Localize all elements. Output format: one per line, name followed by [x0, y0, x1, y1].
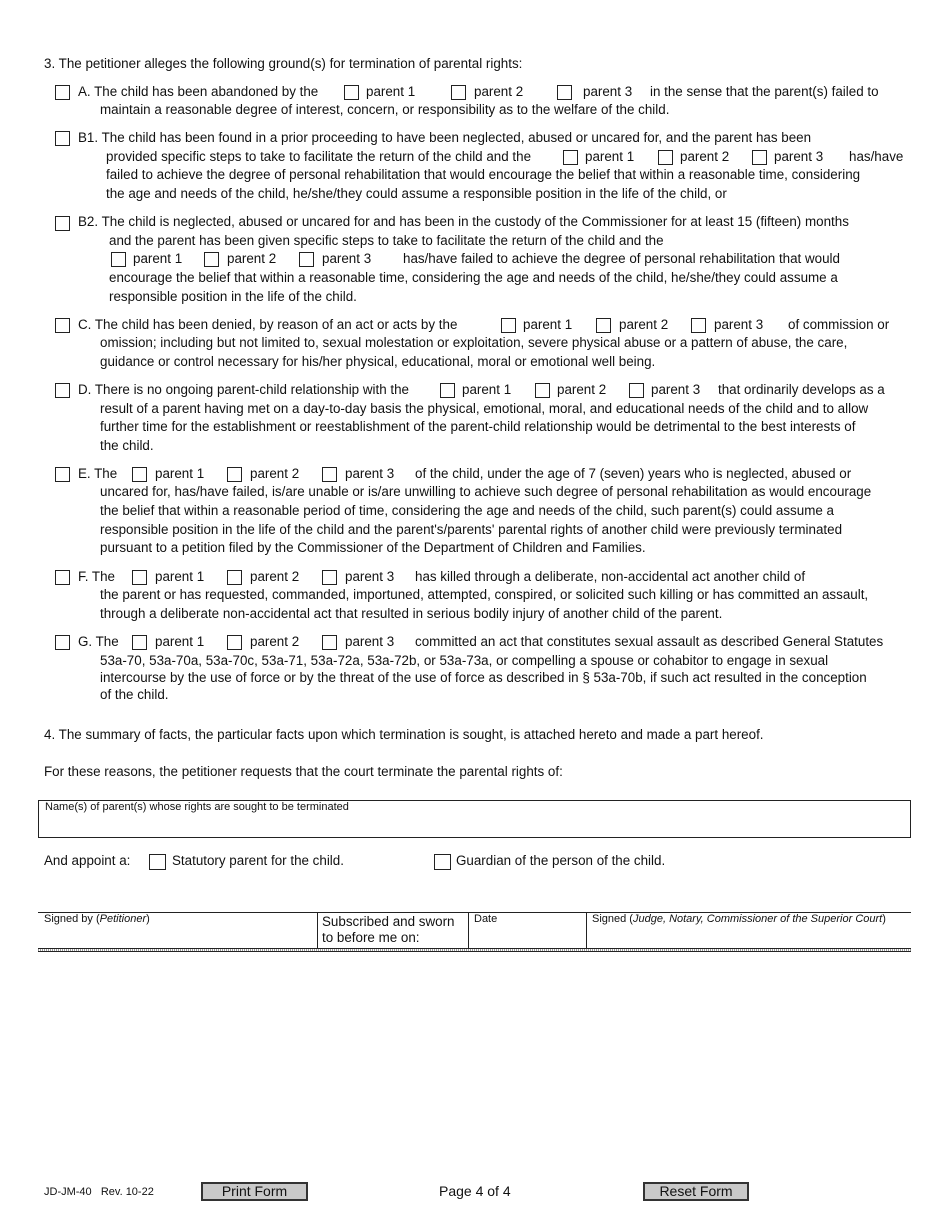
petitioner-signature-label: Signed by (Petitioner)	[44, 913, 150, 925]
ground-g-parent1-label: parent 1	[155, 634, 205, 649]
reasons-text: For these reasons, the petitioner requests that the court terminate the parental rights of:	[44, 764, 563, 779]
guardian-label: Guardian of the person of the child.	[456, 853, 666, 868]
ground-f-text-l2: the parent or has requested, commanded, importuned, attempted, conspired, or solicited such killing or has committed an assault,	[100, 587, 869, 602]
section-3-heading: 3. The petitioner alleges the following ground(s) for termination of parental rights:	[44, 56, 523, 71]
ground-d-text-cont: that ordinarily develops as a	[718, 382, 885, 397]
ground-g-parent2-label: parent 2	[250, 634, 300, 649]
ground-b1-text-l3: failed to achieve the degree of personal rehabilitation that would encourage the belief that within a reasonable time, considering	[106, 167, 861, 182]
ground-a-parent3-checkbox[interactable]	[557, 85, 572, 100]
ground-d-parent2-label: parent 2	[557, 382, 607, 397]
ground-b1-checkbox[interactable]	[55, 131, 70, 146]
ground-e-parent3-checkbox[interactable]	[322, 467, 337, 482]
ground-b1-text-l2: provided specific steps to take to facilitate the return of the child and the	[106, 149, 532, 164]
ground-d-text-l2: result of a parent having met on a day-to-day basis the physical, emotional, moral, and educational needs of the child and to allow	[100, 401, 869, 416]
ground-g-text: committed an act that constitutes sexual assault as described General Statutes	[415, 634, 884, 649]
ground-b1-parent3-label: parent 3	[774, 149, 824, 164]
ground-b2-text-l5: responsible position in the life of the child.	[109, 289, 357, 304]
judge-signature-field[interactable]	[587, 913, 911, 948]
reset-form-button[interactable]: Reset Form	[643, 1182, 749, 1201]
ground-b2-parent2-label: parent 2	[227, 251, 277, 266]
guardian-checkbox[interactable]	[434, 854, 451, 870]
ground-c-text-cont: of commission or	[788, 317, 890, 332]
ground-d-text: D. There is no ongoing parent-child relationship with the	[78, 382, 409, 397]
ground-f-parent2-label: parent 2	[250, 569, 300, 584]
ground-g-text-l2: 53a-70, 53a-70a, 53a-70c, 53a-71, 53a-72a, 53a-72b, or 53a-73a, or compelling a spouse or cohabitor to engage in sexual	[100, 653, 829, 668]
ground-c-text-l2: omission; including but not limited to, sexual molestation or exploitation, severe physical abuse or a pattern of abuse, the care,	[100, 335, 848, 350]
page-number: Page 4 of 4	[439, 1183, 511, 1199]
ground-f-text-l3: through a deliberate non-accidental act that resulted in serious bodily injury of another child of the parent.	[100, 606, 723, 621]
ground-d-text-l4: the child.	[100, 438, 154, 453]
ground-b2-text-l3: has/have failed to achieve the degree of personal rehabilitation that would	[403, 251, 840, 266]
ground-f-checkbox[interactable]	[55, 570, 70, 585]
ground-a-text: A. The child has been abandoned by the	[78, 84, 319, 99]
ground-b2-parent3-checkbox[interactable]	[299, 252, 314, 267]
ground-b2-text-l2: and the parent has been given specific steps to take to facilitate the return of the child and the	[109, 233, 664, 248]
appoint-label: And appoint a:	[44, 853, 131, 868]
ground-c-parent2-checkbox[interactable]	[596, 318, 611, 333]
ground-b2-parent1-label: parent 1	[133, 251, 183, 266]
ground-b2-checkbox[interactable]	[55, 216, 70, 231]
divider	[317, 912, 318, 948]
ground-g-label: G. The	[78, 634, 119, 649]
ground-g-parent1-checkbox[interactable]	[132, 635, 147, 650]
ground-a-checkbox[interactable]	[55, 85, 70, 100]
ground-c-parent1-label: parent 1	[523, 317, 573, 332]
ground-g-checkbox[interactable]	[55, 635, 70, 650]
ground-e-text-l2: uncared for, has/have failed, is/are unable or is/are unwilling to achieve such degree of personal rehabilitation as would encourage	[100, 484, 872, 499]
ground-d-parent3-label: parent 3	[651, 382, 701, 397]
ground-e-parent3-label: parent 3	[345, 466, 395, 481]
sworn-label: Subscribed and sworn to before me on:	[322, 914, 455, 945]
parent-names-field[interactable]	[38, 800, 911, 838]
ground-e-checkbox[interactable]	[55, 467, 70, 482]
ground-d-parent1-label: parent 1	[462, 382, 512, 397]
ground-e-parent2-checkbox[interactable]	[227, 467, 242, 482]
ground-f-parent1-label: parent 1	[155, 569, 205, 584]
ground-g-text-l4: of the child.	[100, 687, 169, 702]
ground-b1-parent1-label: parent 1	[585, 149, 635, 164]
ground-e-text-l3: the belief that within a reasonable period of time, considering the age and needs of the child, such parent(s) could assume a	[100, 503, 834, 518]
ground-e-text-l5: pursuant to a petition filed by the Commissioner of the Department of Children and Families.	[100, 540, 646, 555]
ground-c-parent1-checkbox[interactable]	[501, 318, 516, 333]
ground-f-parent2-checkbox[interactable]	[227, 570, 242, 585]
form-id: JD-JM-40 Rev. 10-22	[44, 1186, 154, 1198]
ground-c-parent3-label: parent 3	[714, 317, 764, 332]
ground-e-text: of the child, under the age of 7 (seven) years who is neglected, abused or	[415, 466, 852, 481]
date-field[interactable]	[469, 913, 586, 948]
statutory-parent-label: Statutory parent for the child.	[172, 853, 344, 868]
ground-a-parent3-label: parent 3	[583, 84, 633, 99]
ground-f-text: has killed through a deliberate, non-accidental act another child of	[415, 569, 806, 584]
ground-a-parent2-checkbox[interactable]	[451, 85, 466, 100]
petitioner-signature-field[interactable]	[38, 913, 317, 948]
ground-a-parent1-checkbox[interactable]	[344, 85, 359, 100]
parent-names-label: Name(s) of parent(s) whose rights are sought to be terminated	[45, 801, 349, 813]
ground-b1-parent2-label: parent 2	[680, 149, 730, 164]
ground-b2-parent1-checkbox[interactable]	[111, 252, 126, 267]
ground-a-parent2-label: parent 2	[474, 84, 524, 99]
ground-g-text-l3: intercourse by the use of force or by the threat of the use of force as described in § 53a-70b, if such act resulted in the conception	[100, 670, 867, 685]
ground-b2-parent2-checkbox[interactable]	[204, 252, 219, 267]
ground-a-text-l2: maintain a reasonable degree of interest, concern, or responsibility as to the welfare of the child.	[100, 102, 670, 117]
print-form-button[interactable]: Print Form	[201, 1182, 308, 1201]
ground-b2-text-l4: encourage the belief that within a reasonable time, considering the age and needs of the child, he/she/they could assume a	[109, 270, 838, 285]
ground-f-label: F. The	[78, 569, 115, 584]
ground-b1-text-l4: the age and needs of the child, he/she/they could assume a responsible position in the life of the child, or	[106, 186, 727, 201]
ground-e-parent2-label: parent 2	[250, 466, 300, 481]
ground-e-parent1-checkbox[interactable]	[132, 467, 147, 482]
ground-f-parent1-checkbox[interactable]	[132, 570, 147, 585]
ground-d-checkbox[interactable]	[55, 383, 70, 398]
date-label: Date	[474, 913, 498, 925]
ground-d-parent1-checkbox[interactable]	[440, 383, 455, 398]
ground-c-parent3-checkbox[interactable]	[691, 318, 706, 333]
ground-e-text-l4: responsible position in the life of the child and the parent's/parents' parental rights of another child were previously terminated	[100, 522, 843, 537]
ground-a-text-cont: in the sense that the parent(s) failed to	[650, 84, 879, 99]
ground-b1-text-cont: has/have	[849, 149, 904, 164]
ground-b1-parent3-checkbox[interactable]	[752, 150, 767, 165]
section-4-text: 4. The summary of facts, the particular facts upon which termination is sought, is attached hereto and made a part hereof.	[44, 727, 764, 742]
ground-d-parent3-checkbox[interactable]	[629, 383, 644, 398]
ground-c-parent2-label: parent 2	[619, 317, 669, 332]
ground-g-parent2-checkbox[interactable]	[227, 635, 242, 650]
ground-c-text: C. The child has been denied, by reason of an act or acts by the	[78, 317, 458, 332]
ground-f-parent3-checkbox[interactable]	[322, 570, 337, 585]
ground-b2-parent3-label: parent 3	[322, 251, 372, 266]
statutory-parent-checkbox[interactable]	[149, 854, 166, 870]
ground-b1-parent2-checkbox[interactable]	[658, 150, 673, 165]
ground-d-parent2-checkbox[interactable]	[535, 383, 550, 398]
ground-b1-text-l1: B1. The child has been found in a prior proceeding to have been neglected, abused or uncared for, and the parent has been	[78, 130, 812, 145]
ground-g-parent3-checkbox[interactable]	[322, 635, 337, 650]
judge-signature-label: Signed (Judge, Notary, Commissioner of the Superior Court)	[592, 913, 886, 925]
ground-d-text-l3: further time for the establishment or reestablishment of the parent-child relationship would be detrimental to the best interests of	[100, 419, 856, 434]
ground-e-label: E. The	[78, 466, 118, 481]
signature-bottom-rule	[38, 948, 911, 952]
ground-e-parent1-label: parent 1	[155, 466, 205, 481]
ground-b1-parent1-checkbox[interactable]	[563, 150, 578, 165]
ground-b2-text-l1: B2. The child is neglected, abused or uncared for and has been in the custody of the Commissioner for at least 15 (fifteen) months	[78, 214, 849, 229]
ground-f-parent3-label: parent 3	[345, 569, 395, 584]
ground-a-parent1-label: parent 1	[366, 84, 416, 99]
ground-c-text-l3: guidance or control necessary for his/her physical, educational, moral or emotional well being.	[100, 354, 656, 369]
ground-c-checkbox[interactable]	[55, 318, 70, 333]
ground-g-parent3-label: parent 3	[345, 634, 395, 649]
